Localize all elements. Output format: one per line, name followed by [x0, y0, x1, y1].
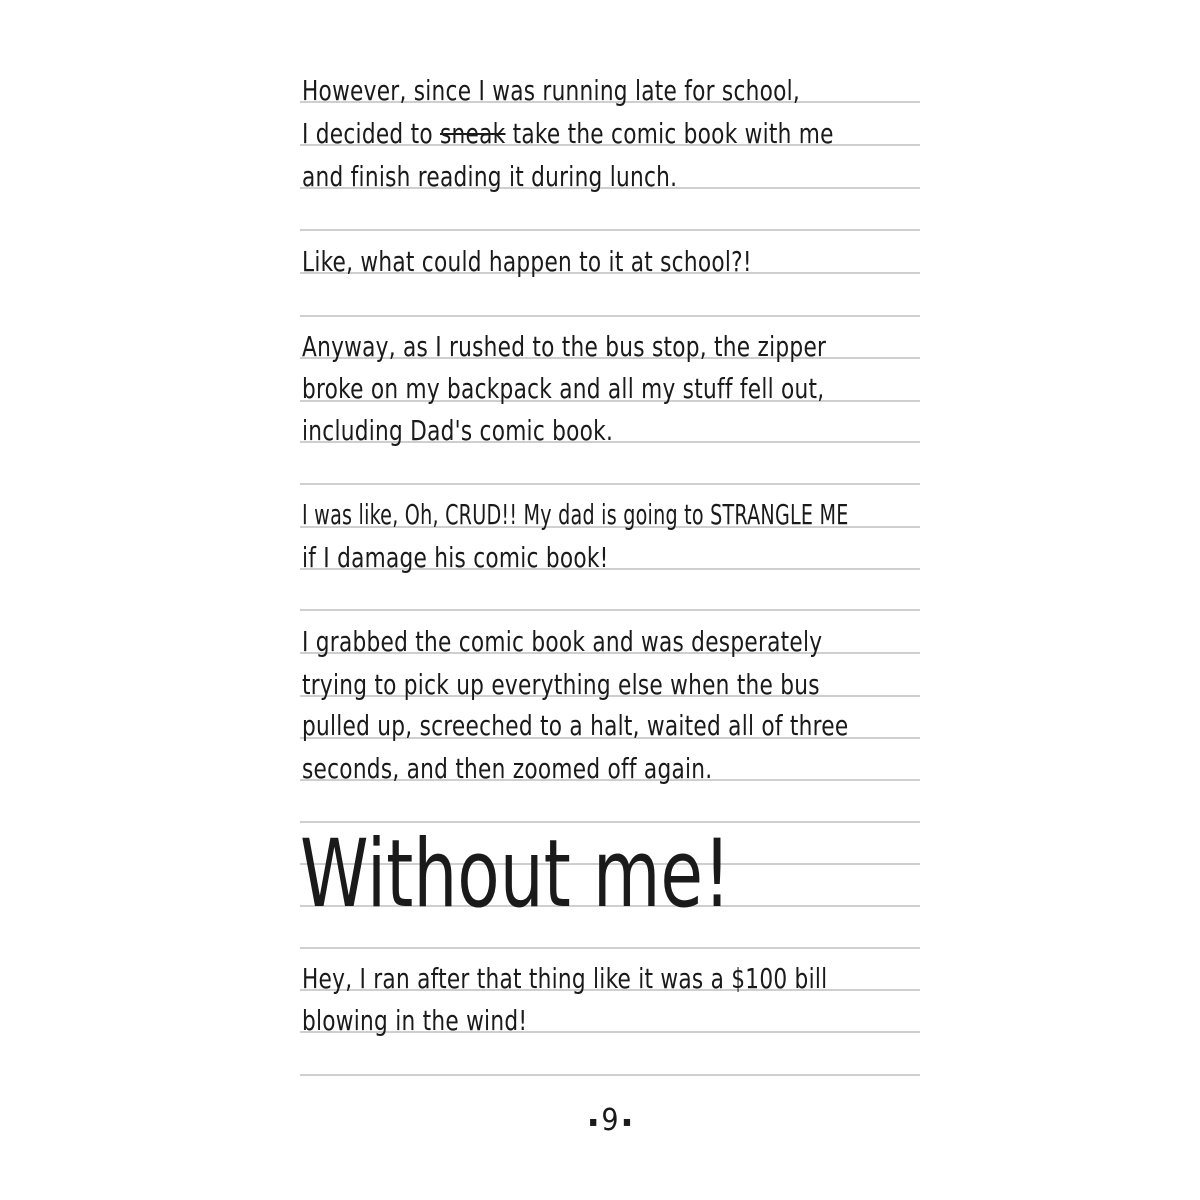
ornament-icon: ▪	[622, 1113, 632, 1130]
ruled-line	[300, 609, 920, 611]
text-line	[302, 119, 835, 149]
text-line: including Dad's comic book.	[302, 414, 614, 447]
struck-word: sneak	[440, 117, 506, 150]
text-line: trying to pick up everything else when the bus	[302, 668, 820, 701]
text-line: I grabbed the comic book and was desperately	[302, 625, 823, 658]
text-line: seconds, and then zoomed off again.	[302, 752, 713, 785]
text-line: However, since I was running late for school,	[302, 74, 801, 107]
page-number	[575, 1104, 645, 1139]
page-number-value: 9	[601, 1103, 619, 1138]
ruled-line	[300, 483, 920, 485]
text-line: Hey, I ran after that thing like it was a $100 bill	[302, 962, 828, 995]
ruled-line	[300, 1074, 920, 1076]
emphasis-text: Without me!	[300, 820, 731, 929]
text-segment: take the comic book with me	[512, 117, 834, 150]
ruled-line	[300, 947, 920, 949]
text-line: blowing in the wind!	[302, 1004, 528, 1037]
text-line: and finish reading it during lunch.	[302, 160, 678, 193]
text-line: I was like, Oh, CRUD!! My dad is going to STRANGLE ME	[302, 498, 849, 531]
text-line: if I damage his comic book!	[302, 541, 609, 574]
ruled-line	[300, 315, 920, 317]
text-line: pulled up, screeched to a halt, waited all of three	[302, 709, 849, 742]
ornament-icon: ▪	[588, 1113, 598, 1130]
text-line: Anyway, as I rushed to the bus stop, the zipper	[302, 330, 827, 363]
ruled-line	[300, 229, 920, 231]
text-segment: I decided to	[302, 117, 433, 150]
text-line: broke on my backpack and all my stuff fell out,	[302, 372, 825, 405]
text-line: Like, what could happen to it at school?!	[302, 245, 752, 278]
